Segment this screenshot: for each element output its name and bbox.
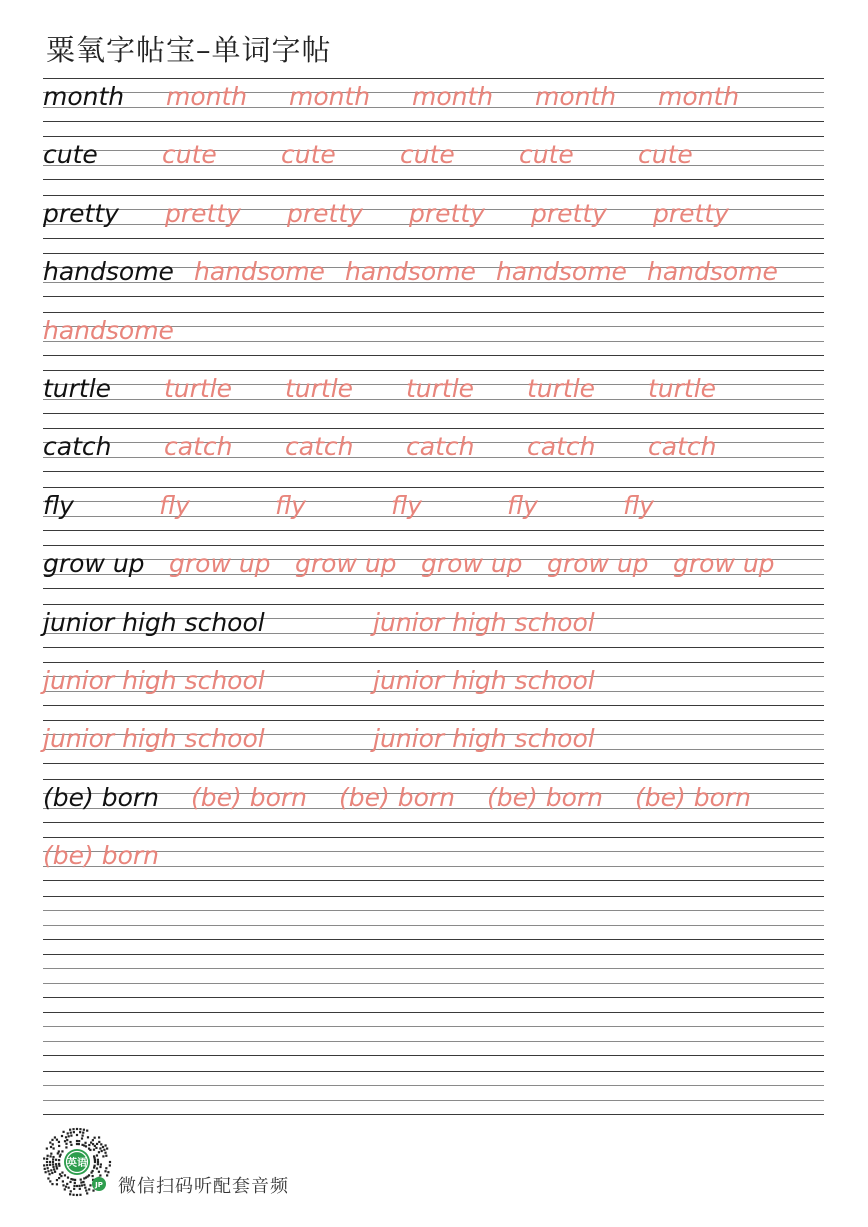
ruled-line [43,925,824,926]
writing-row [43,837,824,881]
tracing-word: turtle [527,374,596,403]
tracing-word: cute [400,140,455,170]
tracing-word: handsome [496,257,627,287]
tracing-word: junior high school [373,724,595,754]
ruled-line [43,910,824,911]
ruled-line [43,1085,824,1086]
ruled-line [43,370,824,371]
ruled-line [43,1100,824,1101]
tracing-word: grow up [295,549,397,579]
ruled-line [43,939,824,940]
ruled-line [43,136,824,137]
ruled-line [43,1026,824,1027]
tracing-word: grow up [169,549,271,579]
tracing-word: (be) born [487,782,603,812]
ruled-line [43,253,824,254]
tracing-word: fly [159,490,190,520]
writing-row [43,370,824,414]
writing-row [43,78,824,122]
tracing-word: catch [285,432,354,462]
ruled-line [43,78,824,79]
ruled-line [43,312,824,313]
tracing-word: cute [638,140,693,170]
ruled-line [43,530,824,531]
tracing-word: fly [275,490,306,520]
tracing-word: pretty [531,198,607,228]
ruled-line [43,983,824,984]
tracing-word: month [289,82,371,111]
qr-badge-label: 英语 [67,1158,87,1169]
tracing-word: month [658,82,740,111]
tracing-word: junior high school [43,724,265,754]
tracing-word: catch [164,432,233,462]
ruled-line [43,588,824,589]
ruled-line [43,1114,824,1115]
tracing-word: handsome [194,257,325,287]
tracing-word: (be) born [339,782,455,812]
vocab-word: cute [43,140,98,170]
tracing-word: catch [527,432,596,462]
writing-row [43,954,824,998]
ruled-line [43,604,824,605]
ruled-line [43,647,824,648]
writing-row [43,136,824,180]
tracing-word: pretty [165,198,241,228]
ruled-line [43,238,824,239]
writing-row [43,604,824,648]
ruled-line [43,851,824,852]
tracing-word: (be) born [191,782,307,812]
tracing-word: cute [519,140,574,170]
writing-row [43,428,824,472]
ruled-line [43,662,824,663]
ruled-line [43,954,824,955]
ruled-line [43,195,824,196]
vocab-word: grow up [43,549,145,579]
writing-row [43,1071,824,1115]
tracing-word: grow up [547,549,649,579]
vocab-word: junior high school [43,607,265,637]
vocab-word: turtle [43,374,112,403]
tracing-word: junior high school [43,666,265,695]
ruled-line [43,837,824,838]
ruled-line [43,355,824,356]
tracing-word: pretty [287,198,363,228]
tracing-word: pretty [653,198,729,228]
ruled-line [43,997,824,998]
tracing-word: junior high school [373,607,595,637]
ruled-line [43,413,824,414]
writing-row [43,779,824,823]
writing-row [43,1012,824,1056]
ruled-line [43,428,824,429]
ruled-line [43,896,824,897]
ruled-line [43,121,824,122]
tracing-word: cute [162,140,217,170]
tracing-word: (be) born [635,782,751,812]
writing-row [43,545,824,589]
ruled-line [43,705,824,706]
tracing-word: grow up [673,549,775,579]
tracing-word: catch [648,432,717,462]
vocab-word: (be) born [43,782,159,812]
tracing-word: turtle [406,374,475,403]
ruled-line [43,779,824,780]
tracing-word: grow up [421,549,523,579]
page-title: 粟氧字帖宝–单词字帖 [46,33,332,67]
writing-row [43,487,824,531]
ruled-line [43,179,824,180]
tracing-word: handsome [43,315,174,345]
vocab-word: handsome [43,257,174,287]
ruled-line [43,866,824,867]
ruled-line [43,1041,824,1042]
tracing-word: fly [623,490,654,520]
tracing-word: turtle [285,374,354,403]
qr-sub-badge: JP [95,1181,103,1189]
ruled-line [43,1071,824,1072]
ruled-line [43,763,824,764]
writing-row [43,662,824,706]
tracing-word: handsome [345,257,476,287]
ruled-line [43,471,824,472]
tracing-word: fly [507,490,538,520]
writing-row [43,253,824,297]
writing-row [43,195,824,239]
ruled-line [43,968,824,969]
ruled-line [43,822,824,823]
writing-row [43,312,824,356]
tracing-word: fly [391,490,422,520]
tracing-word: month [535,82,617,111]
ruled-line [43,545,824,546]
tracing-word: turtle [648,374,717,403]
vocab-word: pretty [43,198,119,228]
ruled-line [43,880,824,881]
tracing-word: turtle [164,374,233,403]
ruled-line [43,720,824,721]
vocab-word: fly [43,490,74,520]
scan-instruction: 微信扫码听配套音频 [118,1176,289,1197]
ruled-line [43,1055,824,1056]
qr-code-icon [42,1127,112,1197]
writing-row [43,720,824,764]
ruled-line [43,296,824,297]
tracing-word: pretty [409,198,485,228]
tracing-word: cute [281,140,336,170]
writing-row [43,896,824,940]
vocab-word: catch [43,432,112,462]
tracing-word: junior high school [373,666,595,695]
tracing-word: (be) born [43,841,159,871]
vocab-word: month [43,82,125,111]
tracing-word: month [166,82,248,111]
tracing-word: catch [406,432,475,462]
ruled-line [43,487,824,488]
ruled-line [43,1012,824,1013]
tracing-word: handsome [647,257,778,287]
tracing-word: month [412,82,494,111]
